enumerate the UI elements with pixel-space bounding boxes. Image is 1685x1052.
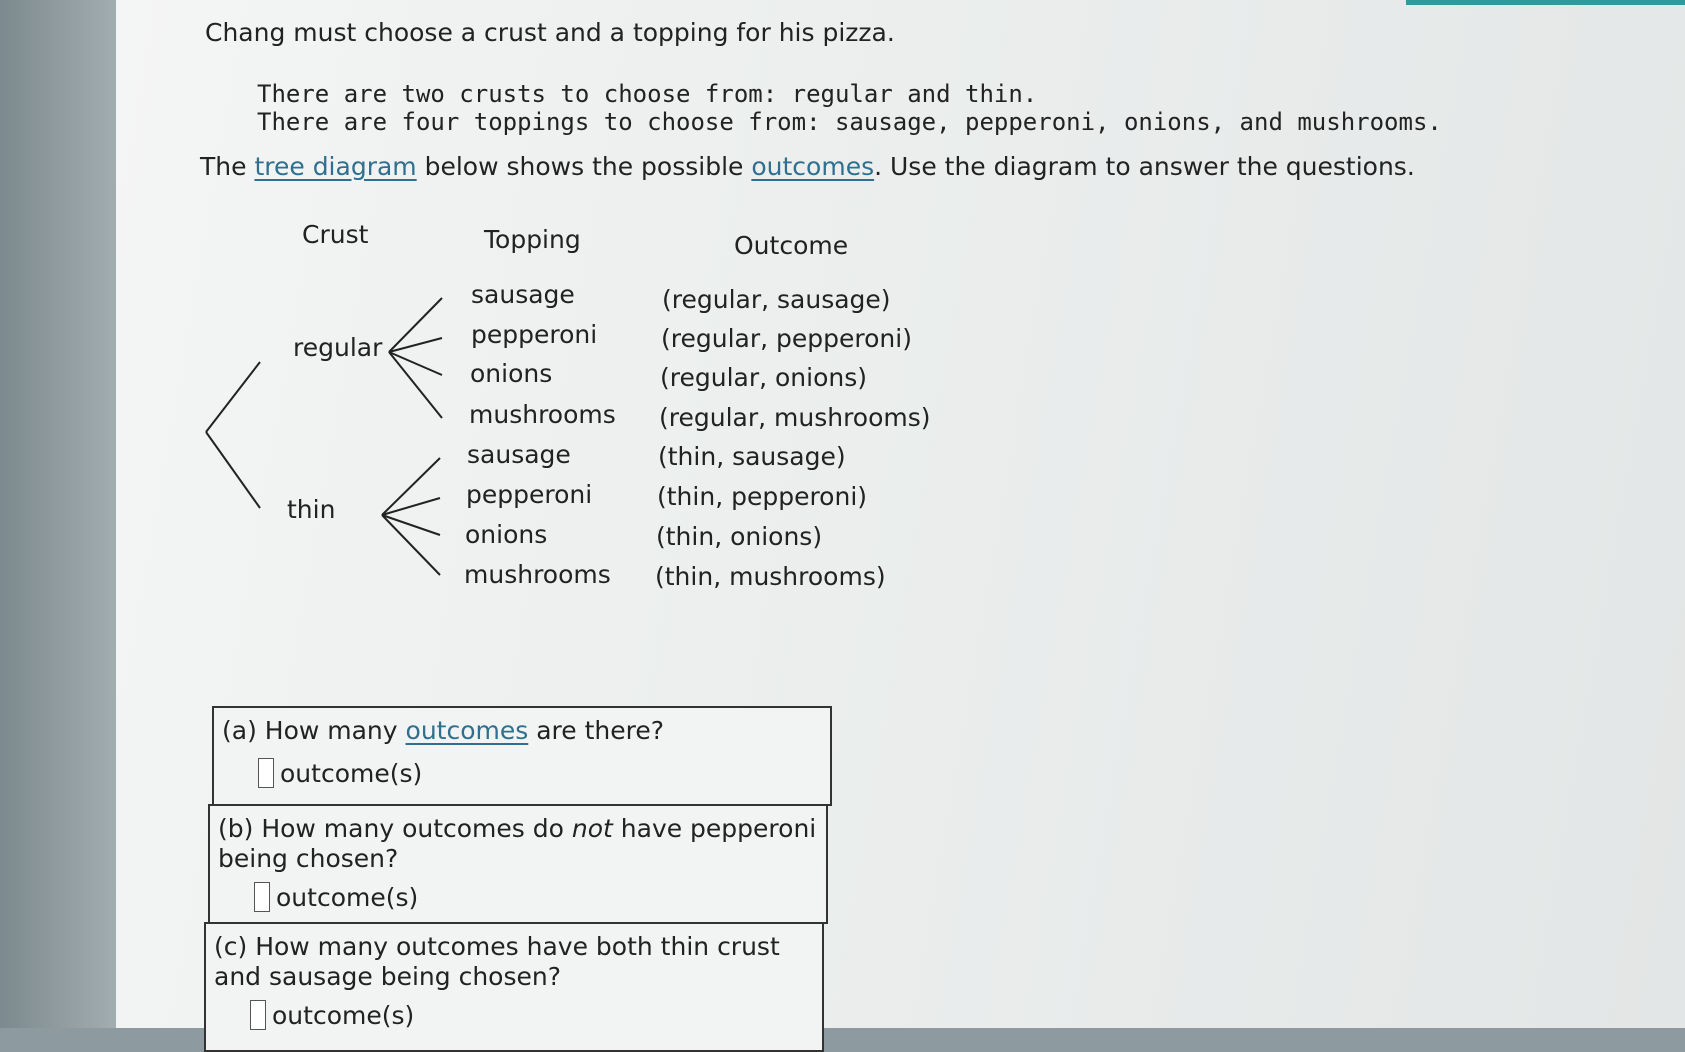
topping-item: pepperoni: [471, 320, 598, 349]
question-c-line-2: and sausage being chosen?: [214, 962, 561, 991]
branch-regular-mushrooms: [389, 352, 442, 418]
answer-b-row: [254, 882, 418, 912]
question-a-suffix: are there?: [528, 716, 665, 745]
question-a-text: [222, 716, 664, 745]
header-crust: Crust: [302, 220, 369, 249]
answer-c-unit: outcome(s): [272, 1000, 415, 1030]
outcomes-link[interactable]: outcomes: [751, 152, 875, 181]
answer-b-unit: outcome(s): [276, 882, 419, 912]
outcome-item: (thin, sausage): [658, 442, 846, 471]
answer-c-input[interactable]: [250, 1000, 266, 1030]
branch-regular-onions: [389, 352, 442, 375]
topping-item: mushrooms: [469, 400, 616, 429]
question-b-prefix: (b) How many outcomes do: [218, 814, 572, 843]
intro-line-4-prefix: The: [200, 152, 255, 181]
topping-item: onions: [465, 520, 548, 549]
intro-line-4-suffix: . Use the diagram to answer the questions.: [874, 152, 1415, 181]
outcome-item: (regular, onions): [660, 363, 868, 392]
question-b-box: [208, 804, 828, 924]
tree-diagram-link[interactable]: tree diagram: [254, 152, 417, 181]
topping-item: mushrooms: [464, 560, 611, 589]
topping-item: sausage: [471, 280, 575, 309]
branch-root-regular: [206, 362, 260, 432]
branch-root-thin: [206, 432, 260, 508]
question-b-suffix: have pepperoni: [612, 814, 817, 843]
question-b-emphasis: not: [571, 814, 613, 843]
answer-a-input[interactable]: [258, 758, 274, 788]
outcome-item: (thin, onions): [656, 522, 823, 551]
outcome-item: (regular, pepperoni): [661, 324, 912, 353]
outcome-item: (thin, mushrooms): [655, 562, 886, 591]
intro-line-3: There are four toppings to choose from: sausage, pepperoni, onions, and mushrooms.: [257, 108, 1442, 136]
topping-item: sausage: [467, 440, 571, 469]
answer-a-unit: outcome(s): [280, 758, 423, 788]
question-b-line-1: [218, 814, 816, 843]
outcome-item: (regular, mushrooms): [659, 403, 931, 432]
intro-line-1: Chang must choose a crust and a topping for his pizza.: [205, 18, 895, 47]
outcomes-link-a[interactable]: outcomes: [405, 716, 529, 745]
header-outcome: Outcome: [734, 231, 849, 260]
question-b-line-2: being chosen?: [218, 844, 399, 873]
header-topping: Topping: [484, 225, 581, 254]
answer-c-row: [250, 1000, 414, 1030]
branch-regular-sausage: [389, 298, 442, 352]
answer-a-row: [258, 758, 422, 788]
intro-line-4-middle: below shows the possible: [416, 152, 752, 181]
answer-b-input[interactable]: [254, 882, 270, 912]
topping-item: pepperoni: [466, 480, 593, 509]
crust-regular: regular: [293, 333, 383, 362]
intro-line-2: There are two crusts to choose from: regular and thin.: [257, 80, 1038, 108]
outcome-item: (thin, pepperoni): [657, 482, 868, 511]
question-c-line-1: (c) How many outcomes have both thin crust: [214, 932, 780, 961]
question-c-box: [204, 922, 824, 1052]
question-a-box: [212, 706, 832, 806]
outcome-item: (regular, sausage): [662, 285, 891, 314]
topping-item: onions: [470, 359, 553, 388]
question-a-prefix: (a) How many: [222, 716, 406, 745]
crust-thin: thin: [287, 495, 336, 524]
